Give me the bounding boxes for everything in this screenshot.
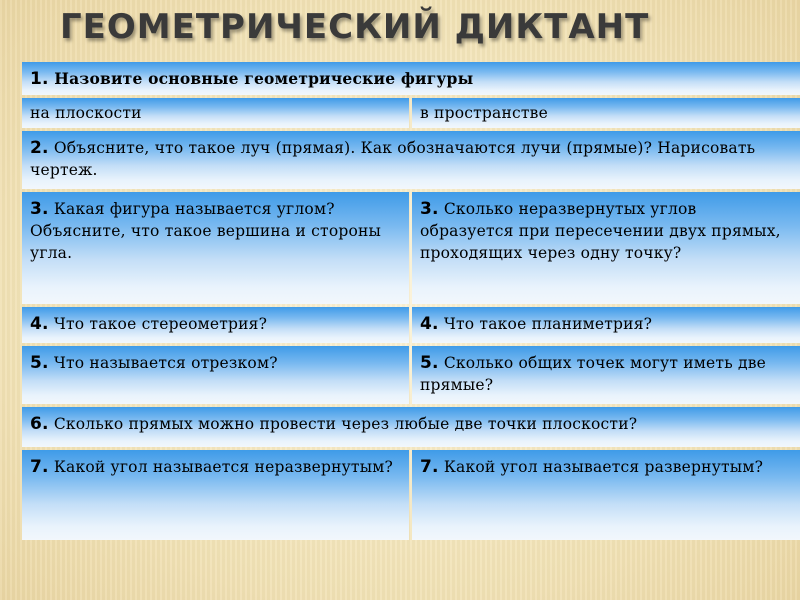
question-text: Что такое планиметрия?: [438, 315, 653, 333]
space-figures-cell: [412, 98, 800, 128]
question-3a-cell: [22, 192, 409, 304]
table-row: [22, 131, 800, 189]
question-6-cell: [22, 407, 800, 447]
cell-text: в пространстве: [420, 104, 548, 122]
table-row: [22, 192, 800, 304]
question-5a-cell: [22, 346, 409, 404]
question-text: Какой угол называется развернутым?: [438, 458, 764, 476]
question-7a-cell: [22, 450, 409, 540]
question-text: Сколько прямых можно провести через любые две точки плоскости?: [48, 415, 638, 433]
question-number: 4.: [420, 314, 439, 334]
question-3b-cell: [412, 192, 800, 304]
question-number: 5.: [420, 353, 439, 373]
question-text: Что называется отрезком?: [48, 354, 278, 372]
table-row: [22, 62, 800, 95]
question-number: 7.: [30, 457, 49, 477]
page-title: ГЕОМЕТРИЧЕСКИЙ ДИКТАНТ: [60, 7, 650, 47]
question-text: Назовите основные геометрические фигуры: [48, 69, 474, 88]
table-row: [22, 307, 800, 343]
question-text: Сколько неразвернутых углов образуется при пересечении двух прямых, проходящих через одну точку?: [420, 200, 781, 262]
question-4a-cell: [22, 307, 409, 343]
cell-text: на плоскости: [30, 104, 142, 122]
question-7b-cell: [412, 450, 800, 540]
table-row: [22, 98, 800, 128]
question-1-header-cell: [22, 62, 800, 95]
plane-figures-cell: [22, 98, 409, 128]
question-text: Какой угол называется неразвернутым?: [48, 458, 394, 476]
question-number: 3.: [420, 199, 439, 219]
question-text: Что такое стереометрия?: [48, 315, 268, 333]
question-number: 5.: [30, 353, 49, 373]
question-text: Сколько общих точек могут иметь две прямые?: [420, 354, 767, 394]
question-number: 3.: [30, 199, 49, 219]
table-row: [22, 450, 800, 540]
table-row: [22, 346, 800, 404]
question-number: 1.: [30, 69, 49, 89]
question-number: 7.: [420, 457, 439, 477]
question-text: Объясните, что такое луч (прямая). Как обозначаются лучи (прямые)? Нарисовать чертеж.: [30, 139, 756, 179]
question-number: 2.: [30, 138, 49, 158]
question-4b-cell: [412, 307, 800, 343]
question-number: 6.: [30, 414, 49, 434]
question-text: Какая фигура называется углом? Объясните, что такое вершина и стороны угла.: [30, 200, 382, 262]
question-2-cell: [22, 131, 800, 189]
question-number: 4.: [30, 314, 49, 334]
question-5b-cell: [412, 346, 800, 404]
table-row: [22, 407, 800, 447]
